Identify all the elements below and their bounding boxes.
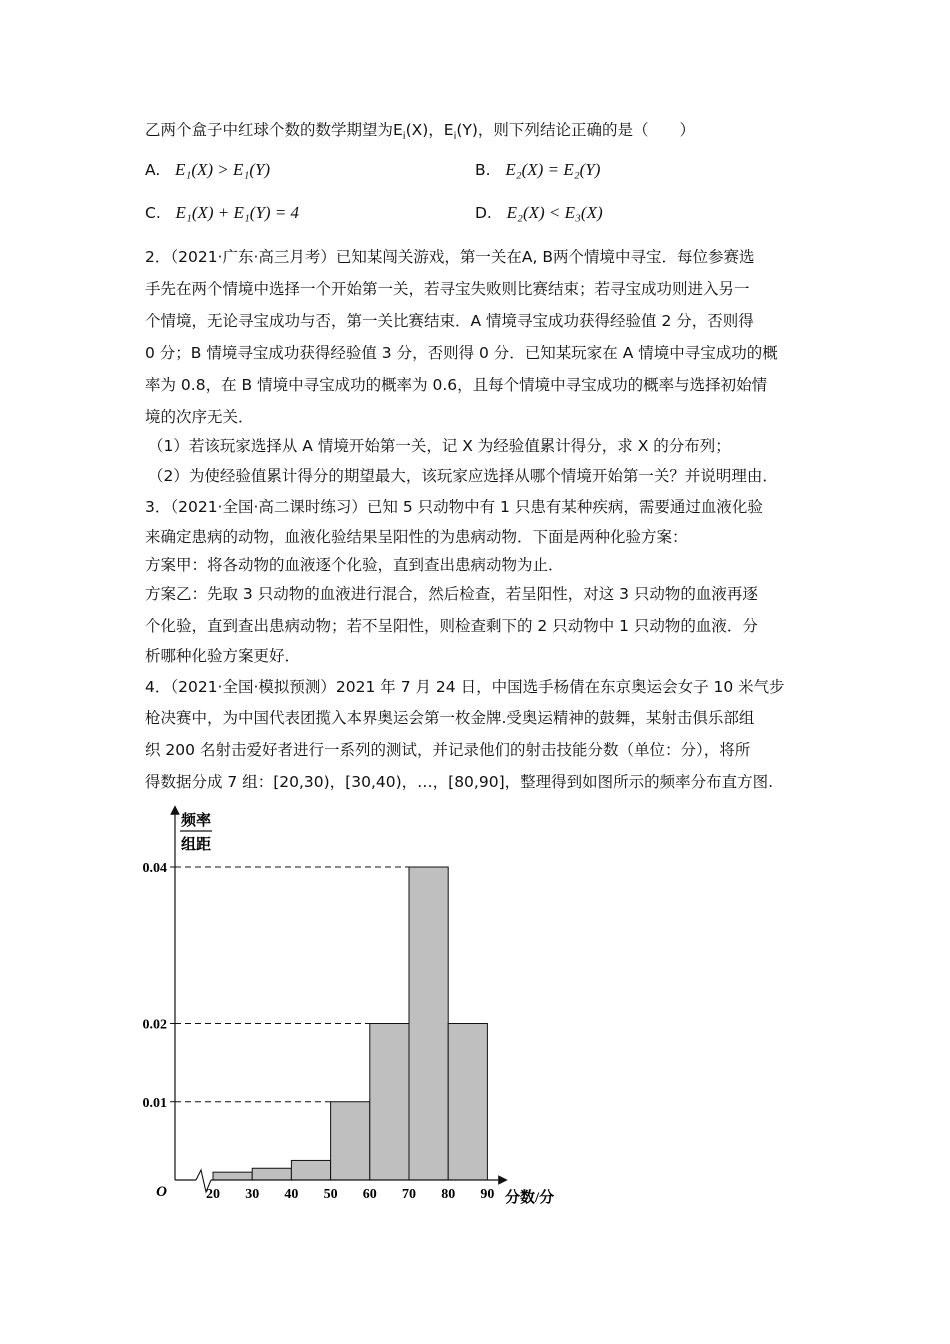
histogram-bar [291, 1160, 330, 1180]
option-c-expr: E₁(X) + E₁(Y) = 4 [175, 203, 300, 222]
q3-line: 个化验，直到查出患病动物；若不呈阳性，则检查剩下的 2 只动物中 1 只动物的血液．分 [145, 617, 758, 635]
q2-subquestion-2: （2）为使经验值累计得分的期望最大，该玩家应选择从哪个情境开始第一关？并说明理由． [148, 467, 778, 485]
q4-line: 枪决赛中，为中国代表团揽入本界奥运会第一枚金牌.受奥运精神的鼓舞，某射击俱乐部组 [145, 709, 755, 727]
option-b [475, 160, 600, 180]
x-tick-label: 80 [441, 1187, 456, 1202]
q3-line: 3．（2021·全国·高二课时练习）已知 5 只动物中有 1 只患有某种疾病，需要通过血液化验 [145, 498, 763, 516]
option-c-label: C. [145, 204, 161, 222]
x-tick-label: 60 [362, 1187, 377, 1202]
y-tick-label: 0.02 [142, 1017, 167, 1033]
histogram-bar [331, 1102, 370, 1180]
option-b-label: B. [475, 161, 491, 179]
option-a [145, 160, 270, 180]
option-d-label: D. [475, 204, 492, 222]
q2-subquestion-1: （1）若该玩家选择从 A 情境开始第一关，记 X 为经验值累计得分，求 X 的分布列； [148, 437, 731, 455]
histogram-bar [448, 1024, 487, 1181]
x-tick-label: 90 [480, 1187, 495, 1202]
x-tick-label: 40 [284, 1187, 299, 1202]
histogram-bar [213, 1172, 252, 1180]
frequency-histogram [0, 800, 950, 1230]
option-c [145, 203, 299, 223]
option-a-expr: E₁(X) > E₁(Y) [175, 160, 271, 179]
x-axis-label: 分数/分 [505, 1190, 555, 1206]
histogram-bar [370, 1024, 409, 1181]
x-tick-label: 30 [245, 1187, 260, 1202]
y-axis-label-denominator: 组距 [180, 837, 212, 853]
q2-line: 0 分；B 情境寻宝成功获得经验值 3 分，否则得 0 分．已知某玩家在 A 情境中寻宝成功的概 [145, 344, 778, 362]
q1-stem: 乙两个盒子中红球个数的数学期望为$E_i(X)$，$E_i(Y)$，则下列结论正确的是（ ） [145, 121, 695, 143]
q2-line: 2．（2021·广东·高三月考）已知某闯关游戏，第一关在A, B两个情境中寻宝．每位参赛选 [145, 248, 755, 266]
q2-line: 个情境，无论寻宝成功与否，第一关比赛结束．A 情境寻宝成功获得经验值 2 分，否则得 [145, 312, 754, 330]
x-tick-label: 50 [323, 1187, 338, 1202]
q3-plan-a: 方案甲：将各动物的血液逐个化验，直到查出患病动物为止． [145, 556, 564, 574]
q4-line: 4．（2021·全国·模拟预测）2021 年 7 月 24 日，中国选手杨倩在东京奥运会女子 10 米气步 [145, 678, 785, 696]
y-tick-label: 0.04 [142, 861, 167, 876]
x-tick-label: 20 [206, 1187, 220, 1202]
q3-line: 来确定患病的动物，血液化验结果呈阳性的为患病动物．下面是两种化验方案： [145, 528, 688, 546]
y-tick-label: 0.01 [142, 1095, 167, 1111]
q4-line: 得数据分成 7 组：[20,30)，[30,40)，…，[80,90]，整理得到如图所示的频率分布直方图. [145, 773, 774, 791]
q2-line: 手先在两个情境中选择一个开始第一关，若寻宝失败则比赛结束；若寻宝成功则进入另一 [145, 280, 750, 298]
option-d-expr: E₂(X) < E₃(X) [506, 203, 603, 222]
q3-plan-b: 方案乙：先取 3 只动物的血液进行混合，然后检查，若呈阳性，对这 3 只动物的血液再逐 [145, 585, 758, 603]
q4-line: 织 200 名射击爱好者进行一系列的测试，并记录他们的射击技能分数（单位：分），将所 [145, 741, 751, 759]
histogram-bar [409, 867, 448, 1180]
option-a-label: A. [145, 161, 161, 179]
q2-line: 率为 0.8，在 B 情境中寻宝成功的概率为 0.6，且每个情境中寻宝成功的概率与选择初始情 [145, 376, 768, 394]
histogram-bar [252, 1168, 291, 1180]
option-d [475, 203, 603, 223]
y-axis-label-numerator: 频率 [180, 813, 212, 829]
x-tick-label: 70 [402, 1187, 416, 1202]
origin-label: O [156, 1184, 167, 1200]
option-b-expr: E₂(X) = E₂(Y) [505, 160, 601, 179]
q2-line: 境的次序无关． [145, 408, 254, 426]
q3-line: 析哪种化验方案更好． [145, 647, 301, 665]
